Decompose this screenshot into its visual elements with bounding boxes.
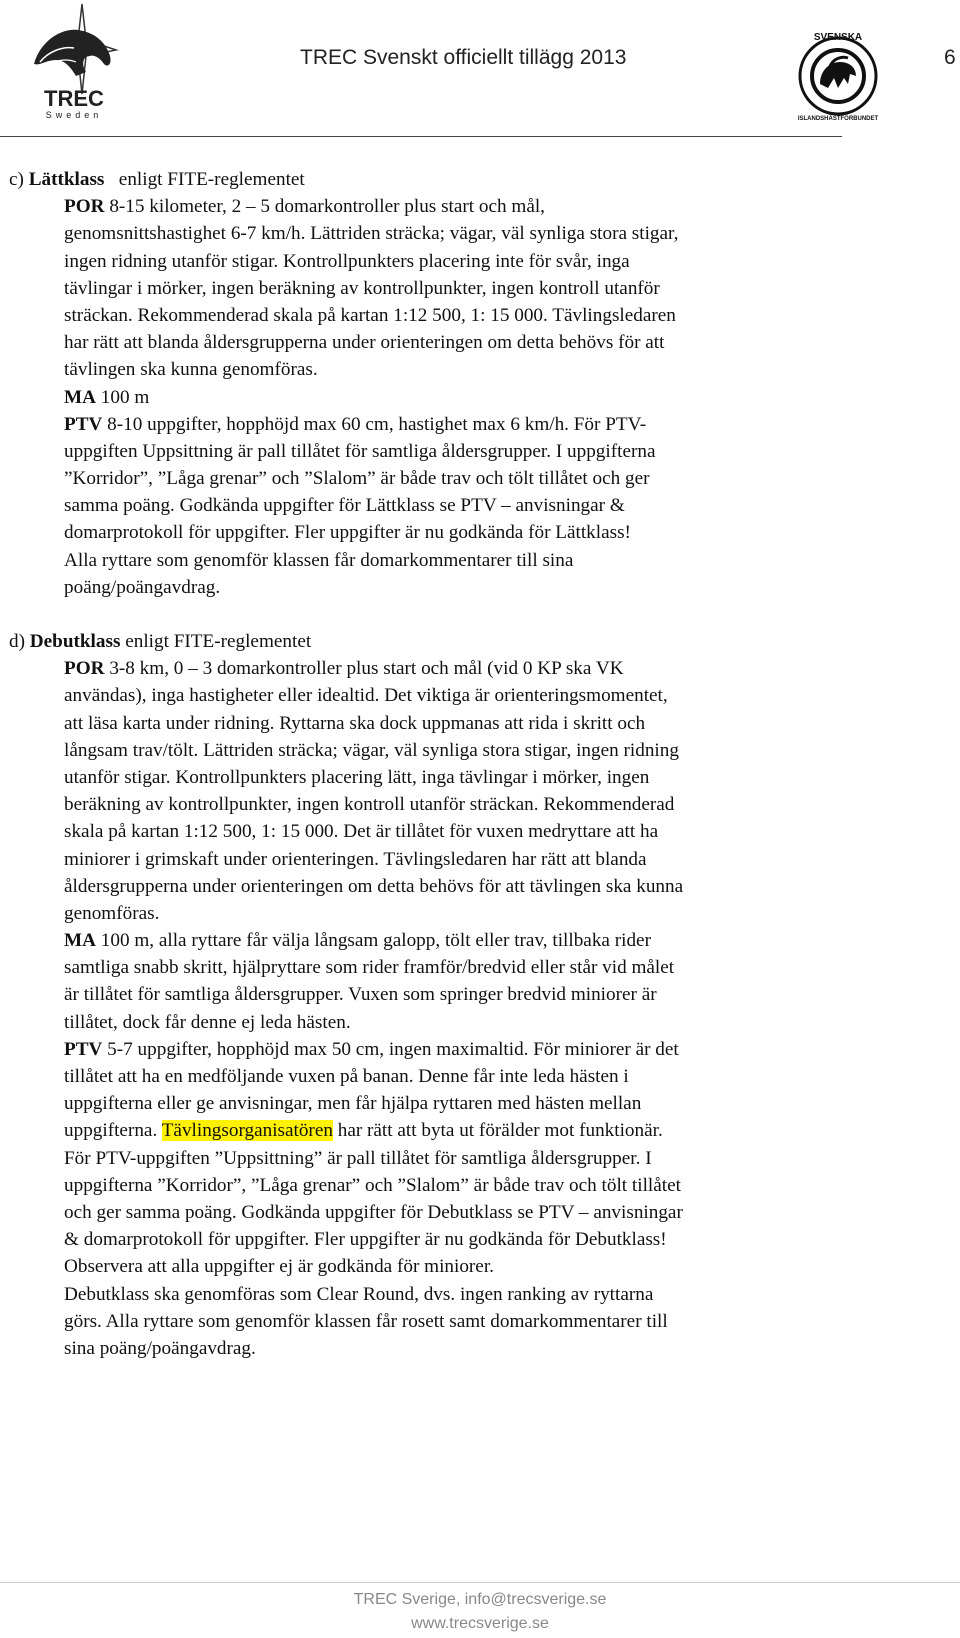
paragraph-line: är tillåtet för samtliga åldersgrupper. Vuxen som springer bredvid miniorer är xyxy=(64,984,657,1006)
paragraph-line: att läsa karta under ridning. Ryttarna ska dock uppmanas att rida i skritt och xyxy=(64,712,646,734)
paragraph-line: uppgifterna ”Korridor”, ”Låga grenar” och ”Slalom” är både trav och tölt tillåtet xyxy=(64,1174,681,1196)
paragraph-line: genomsnittshastighet 6-7 km/h. Lättriden sträcka; vägar, väl synliga stora stigar, xyxy=(64,223,679,245)
paragraph-line: tävlingar i mörker, ingen beräkning av kontrollpunkter, ingen kontroll utanför xyxy=(64,277,660,299)
paragraph-line: För PTV-uppgiften ”Uppsittning” är pall tillåtet för samtliga åldersgrupper. I xyxy=(64,1147,652,1169)
paragraph-line: och ger samma poäng. Godkända uppgifter för Debutklass se PTV – anvisningar xyxy=(64,1201,683,1223)
paragraph-line: & domarprotokoll för uppgifter. Fler uppgifter är nu godkända för Debutklass! xyxy=(64,1229,667,1251)
svg-text:Sweden: Sweden xyxy=(45,110,103,120)
section-c-ptv: PTV 8-10 uppgifter, hopphöjd max 60 cm, hastighet max 6 km/h. För PTV- xyxy=(64,413,647,435)
paragraph-line: uppgiften Uppsittning är pall tillåtet för samtliga åldersgrupper. I uppgifterna xyxy=(64,440,656,462)
paragraph-line: genomföras. xyxy=(64,902,160,924)
paragraph-line: tillåtet att ha en medföljande vuxen på banan. Denne får inte leda hästen i xyxy=(64,1066,629,1087)
trec-sweden-logo xyxy=(20,2,130,120)
paragraph-line: har rätt att blanda åldersgrupperna under orienteringen om detta behövs för att xyxy=(64,332,665,354)
paragraph-line: tillåtet, dock får denne ej leda hästen. xyxy=(64,1011,351,1033)
svg-text:SVENSKA: SVENSKA xyxy=(813,32,863,43)
paragraph-line: Debutklass ska genomföras som Clear Round, dvs. ingen ranking av ryttarna xyxy=(64,1283,654,1305)
svg-text:TREC: TREC xyxy=(44,86,104,111)
paragraph-line: ingen ridning utanför stigar. Kontrollpunkters placering inte för svår, inga xyxy=(64,250,630,272)
paragraph-line: Alla ryttare som genomför klassen får domarkommentarer till sina xyxy=(64,549,574,571)
paragraph-line: samma poäng. Godkända uppgifter för Lättklass se PTV – anvisningar & xyxy=(64,495,625,517)
paragraph-line: åldersgrupperna under orienteringen om detta behövs för att tävlingen ska kunna xyxy=(64,875,684,897)
paragraph-line: domarprotokoll för uppgifter. Fler uppgifter är nu godkända för Lättklass! xyxy=(64,522,631,544)
paragraph-line: tävlingen ska kunna genomföras. xyxy=(64,359,318,381)
section-d-por: POR 3-8 km, 0 – 3 domarkontroller plus start och mål (vid 0 KP ska VK xyxy=(64,658,624,680)
section-c-ma: MA 100 m xyxy=(64,386,150,408)
svg-text:ISLANDSHÄSTFÖRBUNDET: ISLANDSHÄSTFÖRBUNDET xyxy=(797,116,879,122)
paragraph-line: skala på kartan 1:12 500, 1: 15 000. Det är tillåtet för vuxen medryttare att ha xyxy=(64,821,659,843)
highlighted-text: Tävlingsorganisatören xyxy=(161,1120,333,1142)
highlighted-line: uppgifterna. Tävlingsorganisatören har rätt att byta ut förälder mot funktionär. xyxy=(64,1120,663,1142)
page-footer xyxy=(0,1588,960,1636)
paragraph-line: görs. Alla ryttare som genomför klassen får rosett samt domarkommentarer till xyxy=(64,1310,668,1332)
paragraph-line: samtliga snabb skritt, hjälpryttare som rider framför/bredvid eller står vid målet xyxy=(64,957,675,979)
paragraph-line: uppgifterna eller ge anvisningar, men får hjälpa ryttaren med hästen mellan xyxy=(64,1093,642,1115)
section-d-heading: d) Debutklass enligt FITE-reglementet xyxy=(9,631,312,652)
paragraph-line: långsam trav/tölt. Lättriden sträcka; vägar, väl synliga stora stigar, ingen ridning xyxy=(64,739,679,761)
section-d-ma: MA 100 m, alla ryttare får välja långsam galopp, tölt eller trav, tillbaka rider xyxy=(64,930,651,952)
section-d-ptv: PTV 5-7 uppgifter, hopphöjd max 50 cm, ingen maximaltid. För miniorer är det xyxy=(64,1038,679,1060)
paragraph-line: beräkning av kontrollpunkter, ingen kontroll utanför sträckan. Rekommenderad xyxy=(64,794,675,816)
paragraph-line: ”Korridor”, ”Låga grenar” och ”Slalom” är både trav och tölt tillåtet och ger xyxy=(64,468,650,490)
page-number: 6 xyxy=(944,46,956,69)
footer-website: www.trecsverige.se xyxy=(411,1615,549,1632)
footer-contact: TREC Sverige, info@trecsverige.se xyxy=(353,1591,607,1608)
header-divider xyxy=(0,136,842,137)
section-c-heading: c) Lättklass enligt FITE-reglementet xyxy=(9,169,305,190)
horse-emblem-icon xyxy=(790,26,886,122)
paragraph-line: sina poäng/poängavdrag. xyxy=(64,1337,256,1359)
section-c-por: POR 8-15 kilometer, 2 – 5 domarkontroller plus start och mål, xyxy=(64,196,545,218)
page-header xyxy=(0,0,960,136)
paragraph-line: utanför stigar. Kontrollpunkters placering lätt, inga tävlingar i mörker, ingen xyxy=(64,766,650,788)
paragraph-line: miniorer i grimskaft under orienteringen. Tävlingsledaren har rätt att blanda xyxy=(64,848,647,870)
paragraph-line: poäng/poängavdrag. xyxy=(64,576,221,598)
paragraph-line: användas), inga hastigheter eller idealtid. Det viktiga är orienteringsmomentet, xyxy=(64,685,668,707)
footer-divider xyxy=(0,1582,960,1583)
section-gap xyxy=(0,601,960,628)
paragraph-line: sträckan. Rekommenderad skala på kartan 1:12 500, 1: 15 000. Tävlingsledaren xyxy=(64,304,676,326)
horse-star-icon xyxy=(20,2,130,120)
document-body xyxy=(0,166,960,1362)
document-title: TREC Svenskt officiellt tillägg 2013 xyxy=(300,46,627,69)
svenska-islandshastforbundet-logo xyxy=(790,26,886,122)
paragraph-line: Observera att alla uppgifter ej är godkända för miniorer. xyxy=(64,1256,494,1278)
